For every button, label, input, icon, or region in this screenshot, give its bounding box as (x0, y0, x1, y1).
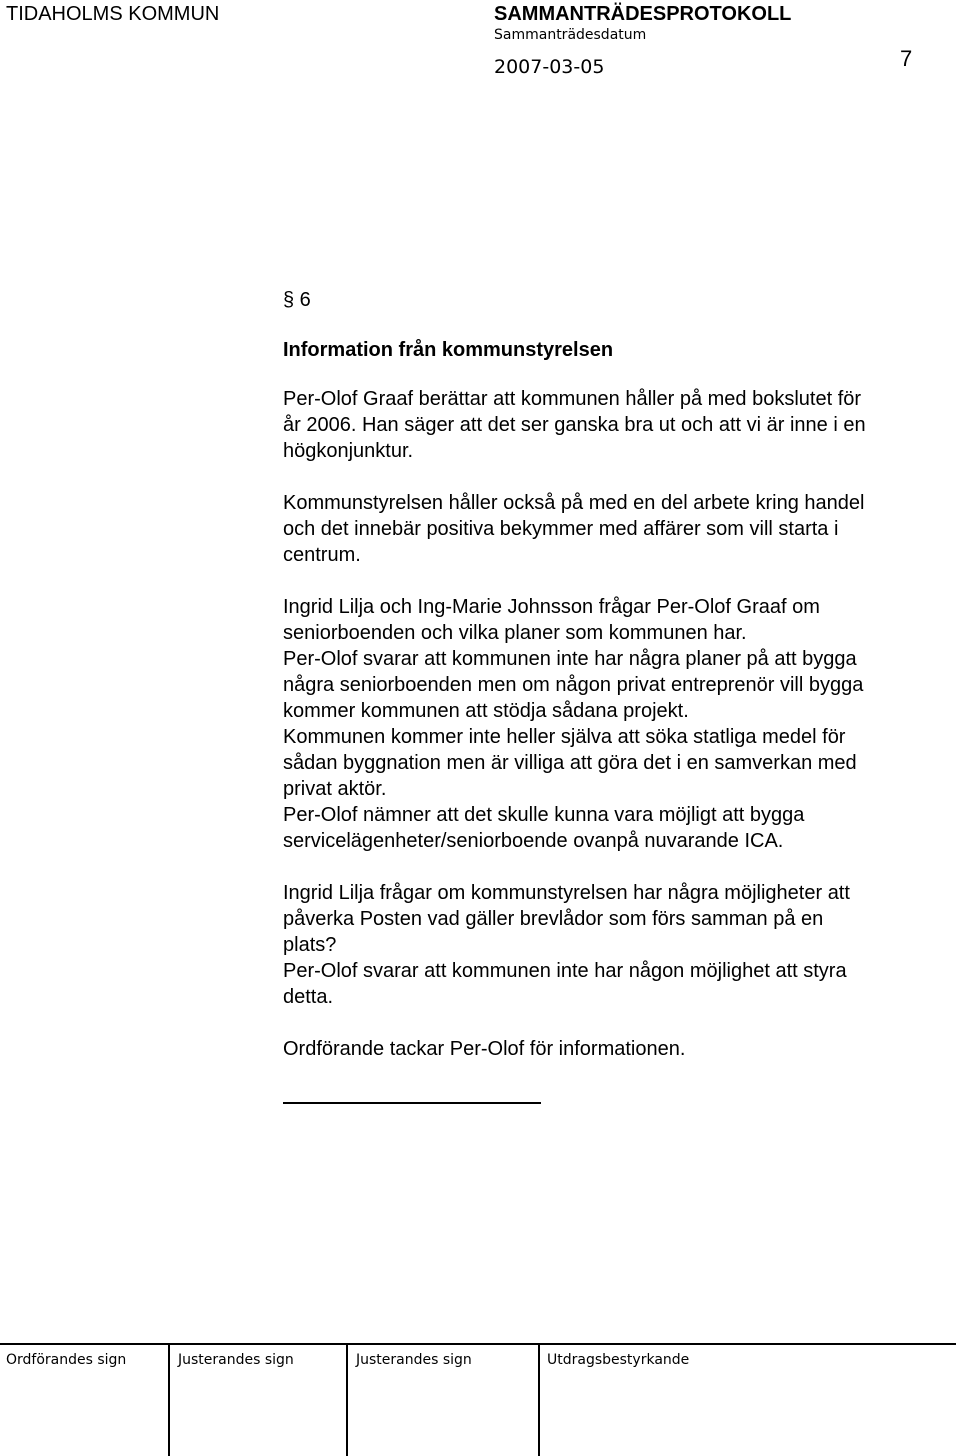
signature-label-chair: Ordförandes sign (6, 1352, 127, 1368)
signature-divider (538, 1344, 540, 1456)
page-number: 7 (900, 46, 913, 71)
meeting-date-label: Sammanträdesdatum (494, 27, 647, 43)
paragraph: Ordförande tackar Per-Olof för informationen. (283, 1038, 686, 1060)
signature-label-certification: Utdragsbestyrkande (547, 1352, 690, 1368)
section-end-rule (283, 1102, 541, 1104)
signature-footer (0, 1343, 960, 1456)
paragraph: Kommunstyrelsen håller också på med en del arbete kring handel och det innebär positiva bekymmer med affärer som vill starta i centrum. (283, 492, 865, 566)
paragraph: Kommunen kommer inte heller själva att söka statliga medel för sådan byggnation men är villiga att göra det i en samverkan med privat aktör. (283, 726, 857, 800)
paragraph: Per-Olof svarar att kommunen inte har någon möjlighet att styra detta. (283, 960, 847, 1008)
paragraph: Per-Olof svarar att kommunen inte har några planer på att bygga några seniorboenden men om någon privat entreprenör vill bygga kommer kommunen att stödja sådana projekt. (283, 648, 864, 722)
organization-name: TIDAHOLMS KOMMUN (6, 3, 220, 25)
signature-divider (168, 1344, 170, 1456)
paragraph: Ingrid Lilja frågar om kommunstyrelsen har några möjligheter att påverka Posten vad gäller brevlådor som förs samman på en plats? (283, 882, 850, 956)
signature-top-rule (0, 1343, 956, 1345)
signature-divider (346, 1344, 348, 1456)
paragraph: Ingrid Lilja och Ing-Marie Johnsson frågar Per-Olof Graaf om seniorboenden och vilka planer som kommunen har. (283, 596, 820, 644)
signature-label-adjuster-1: Justerandes sign (178, 1352, 294, 1368)
section-body (283, 386, 943, 1062)
document-type: SAMMANTRÄDESPROTOKOLL (494, 3, 792, 25)
signature-label-adjuster-2: Justerandes sign (356, 1352, 472, 1368)
meeting-date: 2007-03-05 (494, 56, 605, 78)
paragraph: Per-Olof Graaf berättar att kommunen håller på med bokslutet för år 2006. Han säger att det ser ganska bra ut och att vi är inne i en högkonjunktur. (283, 388, 866, 462)
section-number: § 6 (283, 289, 311, 311)
section-title: Information från kommunstyrelsen (283, 339, 614, 361)
paragraph: Per-Olof nämner att det skulle kunna vara möjligt att bygga servicelägenheter/seniorboende ovanpå nuvarande ICA. (283, 804, 805, 852)
